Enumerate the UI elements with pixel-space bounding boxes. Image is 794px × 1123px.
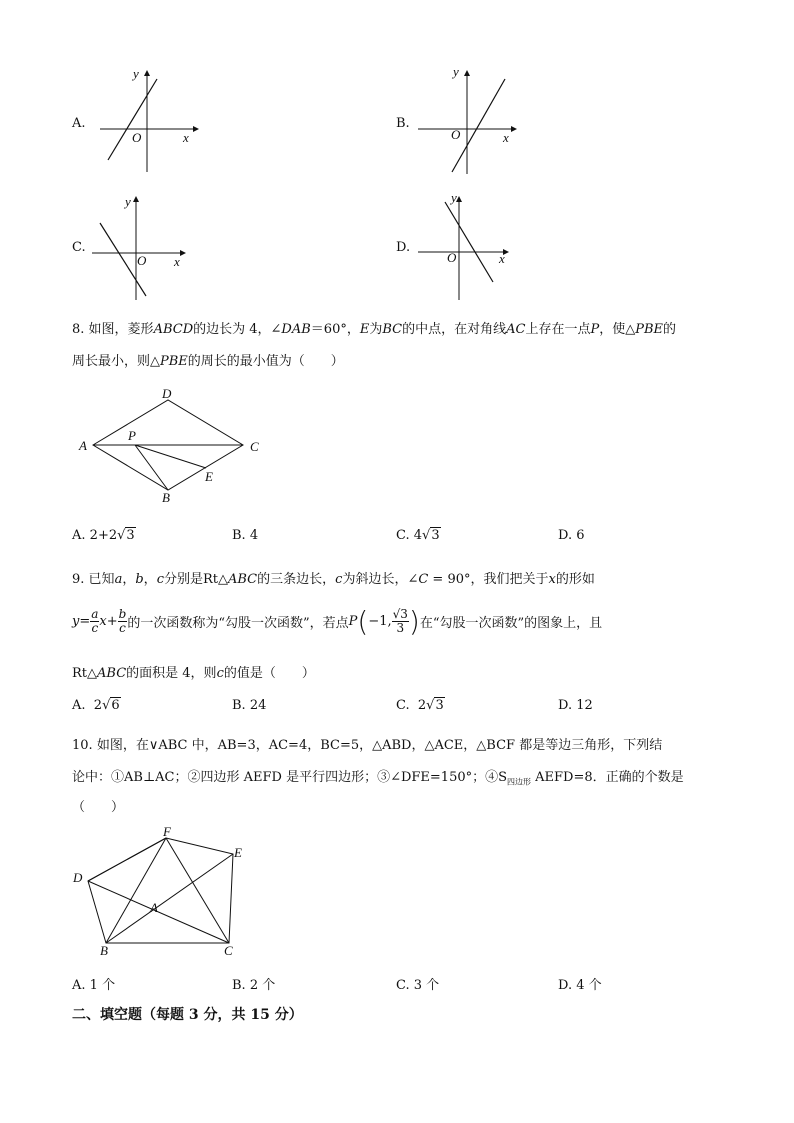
q9-option-a[interactable]: A. 2√6 bbox=[72, 698, 120, 713]
svg-text:x: x bbox=[503, 130, 509, 145]
svg-text:E: E bbox=[234, 845, 242, 860]
svg-text:O: O bbox=[137, 253, 147, 268]
svg-text:y: y bbox=[453, 64, 459, 79]
q9-stem-line1: 9. 已知a，b，c分别是Rt△ABC的三条边长，c为斜边长，∠C = 90°，我们把关于x的形如 bbox=[72, 572, 595, 587]
svg-text:x: x bbox=[174, 254, 180, 269]
q7-graph-d bbox=[415, 190, 525, 302]
q9-option-c[interactable]: C. 2√3 bbox=[396, 698, 444, 713]
x-label: x bbox=[183, 130, 189, 145]
q9-option-d[interactable]: D. 12 bbox=[558, 698, 593, 713]
svg-text:B: B bbox=[100, 943, 108, 958]
svg-text:F: F bbox=[163, 824, 171, 839]
q9-option-b[interactable]: B. 24 bbox=[232, 698, 267, 713]
q8-stem-line2: 周长最小，则△PBE的周长的最小值为（ ） bbox=[72, 354, 344, 369]
q7-graph-c bbox=[90, 190, 200, 302]
q7-graph-a bbox=[95, 64, 205, 176]
svg-text:x: x bbox=[499, 251, 505, 266]
q7-graph-b bbox=[415, 64, 525, 176]
x-axis-arrow bbox=[193, 126, 199, 132]
q10-option-b[interactable]: B. 2 个 bbox=[232, 978, 276, 993]
svg-text:y: y bbox=[451, 190, 457, 205]
q9-stem-line2: y = $\frac{a}{c}$ x + $\frac{b}{c}$ 的一次函数称为“勾股一次函数”，若点 P ( −1, $\frac{√3}{3}$ ) 在“勾股一次函数”的图象上，且 bbox=[72, 604, 603, 638]
svg-text:D: D bbox=[73, 870, 83, 885]
graph-line bbox=[108, 79, 157, 160]
q7-option-c-label: C. bbox=[72, 240, 86, 255]
q9-stem-line3: Rt△ABC的面积是 4，则c的值是（ ） bbox=[72, 666, 315, 681]
svg-text:C: C bbox=[224, 943, 233, 958]
q8-option-c[interactable]: C. 4√3 bbox=[396, 528, 440, 543]
svg-text:B: B bbox=[162, 490, 170, 505]
fraction-sqrt3-over-3: $\frac{√3}{3}$ bbox=[392, 606, 408, 635]
svg-text:y: y bbox=[125, 194, 131, 209]
q8-stem-line1: 8. 如图，菱形ABCD的边长为 4，∠DAB＝60°，E为BC的中点，在对角线AC上存在一点P，使△PBE的 bbox=[72, 322, 677, 337]
svg-text:A: A bbox=[150, 900, 158, 915]
section2-heading: 二、填空题（每题 3 分，共 15 分） bbox=[72, 1007, 303, 1023]
svg-text:D: D bbox=[162, 386, 172, 401]
q10-option-c[interactable]: C. 3 个 bbox=[396, 978, 440, 993]
q7-option-a-label: A. bbox=[72, 116, 86, 131]
q10-option-d[interactable]: D. 4 个 bbox=[558, 978, 602, 993]
fraction-b-over-c: $\frac{b}{c}$ bbox=[118, 606, 127, 635]
q10-stem-line3: （ ） bbox=[72, 800, 125, 815]
q7-option-d-label: D. bbox=[396, 240, 411, 255]
q8-option-d[interactable]: D. 6 bbox=[558, 528, 585, 543]
fraction-a-over-c: $\frac{a}{c}$ bbox=[91, 606, 99, 635]
origin-label: O bbox=[132, 130, 142, 145]
q8-option-b[interactable]: B. 4 bbox=[232, 528, 259, 543]
q8-option-a[interactable]: A. 2+2√3 bbox=[72, 528, 135, 543]
q10-stem-line2: 论中：①AB⊥AC；②四边形 AEFD 是平行四边形；③∠DFE=150°；$④S_{四边形}$ AEFD=8．正确的个数是 bbox=[72, 770, 684, 787]
y-axis-arrow bbox=[144, 70, 150, 76]
svg-text:C: C bbox=[250, 439, 259, 454]
svg-text:O: O bbox=[447, 250, 457, 265]
q10-figure bbox=[66, 824, 266, 960]
q10-stem-line1: 10. 如图，在∨ABC 中，AB=3，AC=4，BC=5，△ABD，△ACE，△BCF 都是等边三角形，下列结 bbox=[72, 738, 663, 753]
svg-text:A: A bbox=[79, 438, 87, 453]
q10-option-a[interactable]: A. 1 个 bbox=[72, 978, 116, 993]
q8-figure-rhombus bbox=[72, 384, 272, 508]
y-label: y bbox=[133, 66, 139, 81]
svg-text:E: E bbox=[205, 469, 213, 484]
q7-option-b-label: B. bbox=[396, 116, 410, 131]
svg-text:P: P bbox=[128, 428, 136, 443]
svg-text:O: O bbox=[451, 127, 461, 142]
